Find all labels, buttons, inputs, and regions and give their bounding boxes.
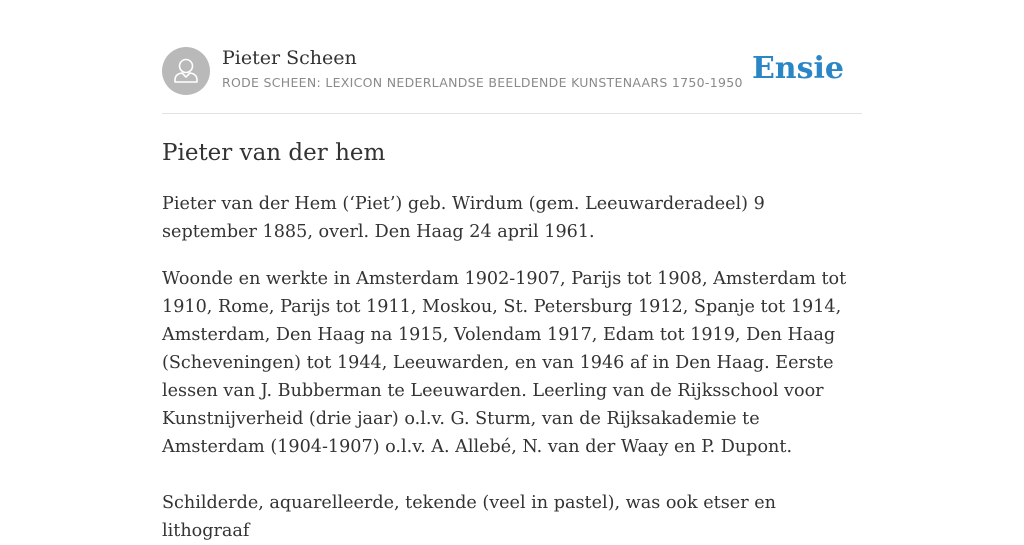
article-paragraph: Woonde en werkte in Amsterdam 1902-1907, Parijs tot 1908, Amsterdam tot 1910, Rome, Parijs tot 1911, Moskou, St. Petersburg 1912, Spanje tot 1914, Amsterdam, Den Haag na 1915, Volendam 1917, Edam tot 1919, Den Haag (Scheveningen) tot 1944, Leeuwarden, en van 1946 af in Den Haag. Eerste lessen van J. Bubberman te Leeuwarden. Leerling van de Rijksschool voor Kunstnijverheid (drie jaar) o.l.v. G. Sturm, van de Rijksakademie te Amsterdam (1904-1907) o.l.v. A. Allebé, N. van der Waay en P. Dupont.: [162, 269, 847, 457]
source-title[interactable]: RODE SCHEEN: LEXICON NEDERLANDSE BEELDENDE KUNSTENAARS 1750-1950: [222, 75, 743, 90]
article-paragraph: Schilderde, aquarelleerde, tekende (veel in pastel), was ook etser en lithograaf: [162, 493, 776, 541]
article-paragraph: Pieter van der Hem (‘Piet’) geb. Wirdum (gem. Leeuwarderadeel) 9 september 1885, overl. Den Haag 24 april 1961.: [162, 194, 765, 242]
author-name[interactable]: Pieter Scheen: [222, 47, 357, 69]
article-header: [162, 46, 862, 114]
ensie-logo[interactable]: Ensie: [751, 51, 844, 86]
article-title: Pieter van der hem: [162, 140, 386, 166]
user-avatar-icon[interactable]: [162, 47, 210, 95]
page: [162, 0, 862, 545]
